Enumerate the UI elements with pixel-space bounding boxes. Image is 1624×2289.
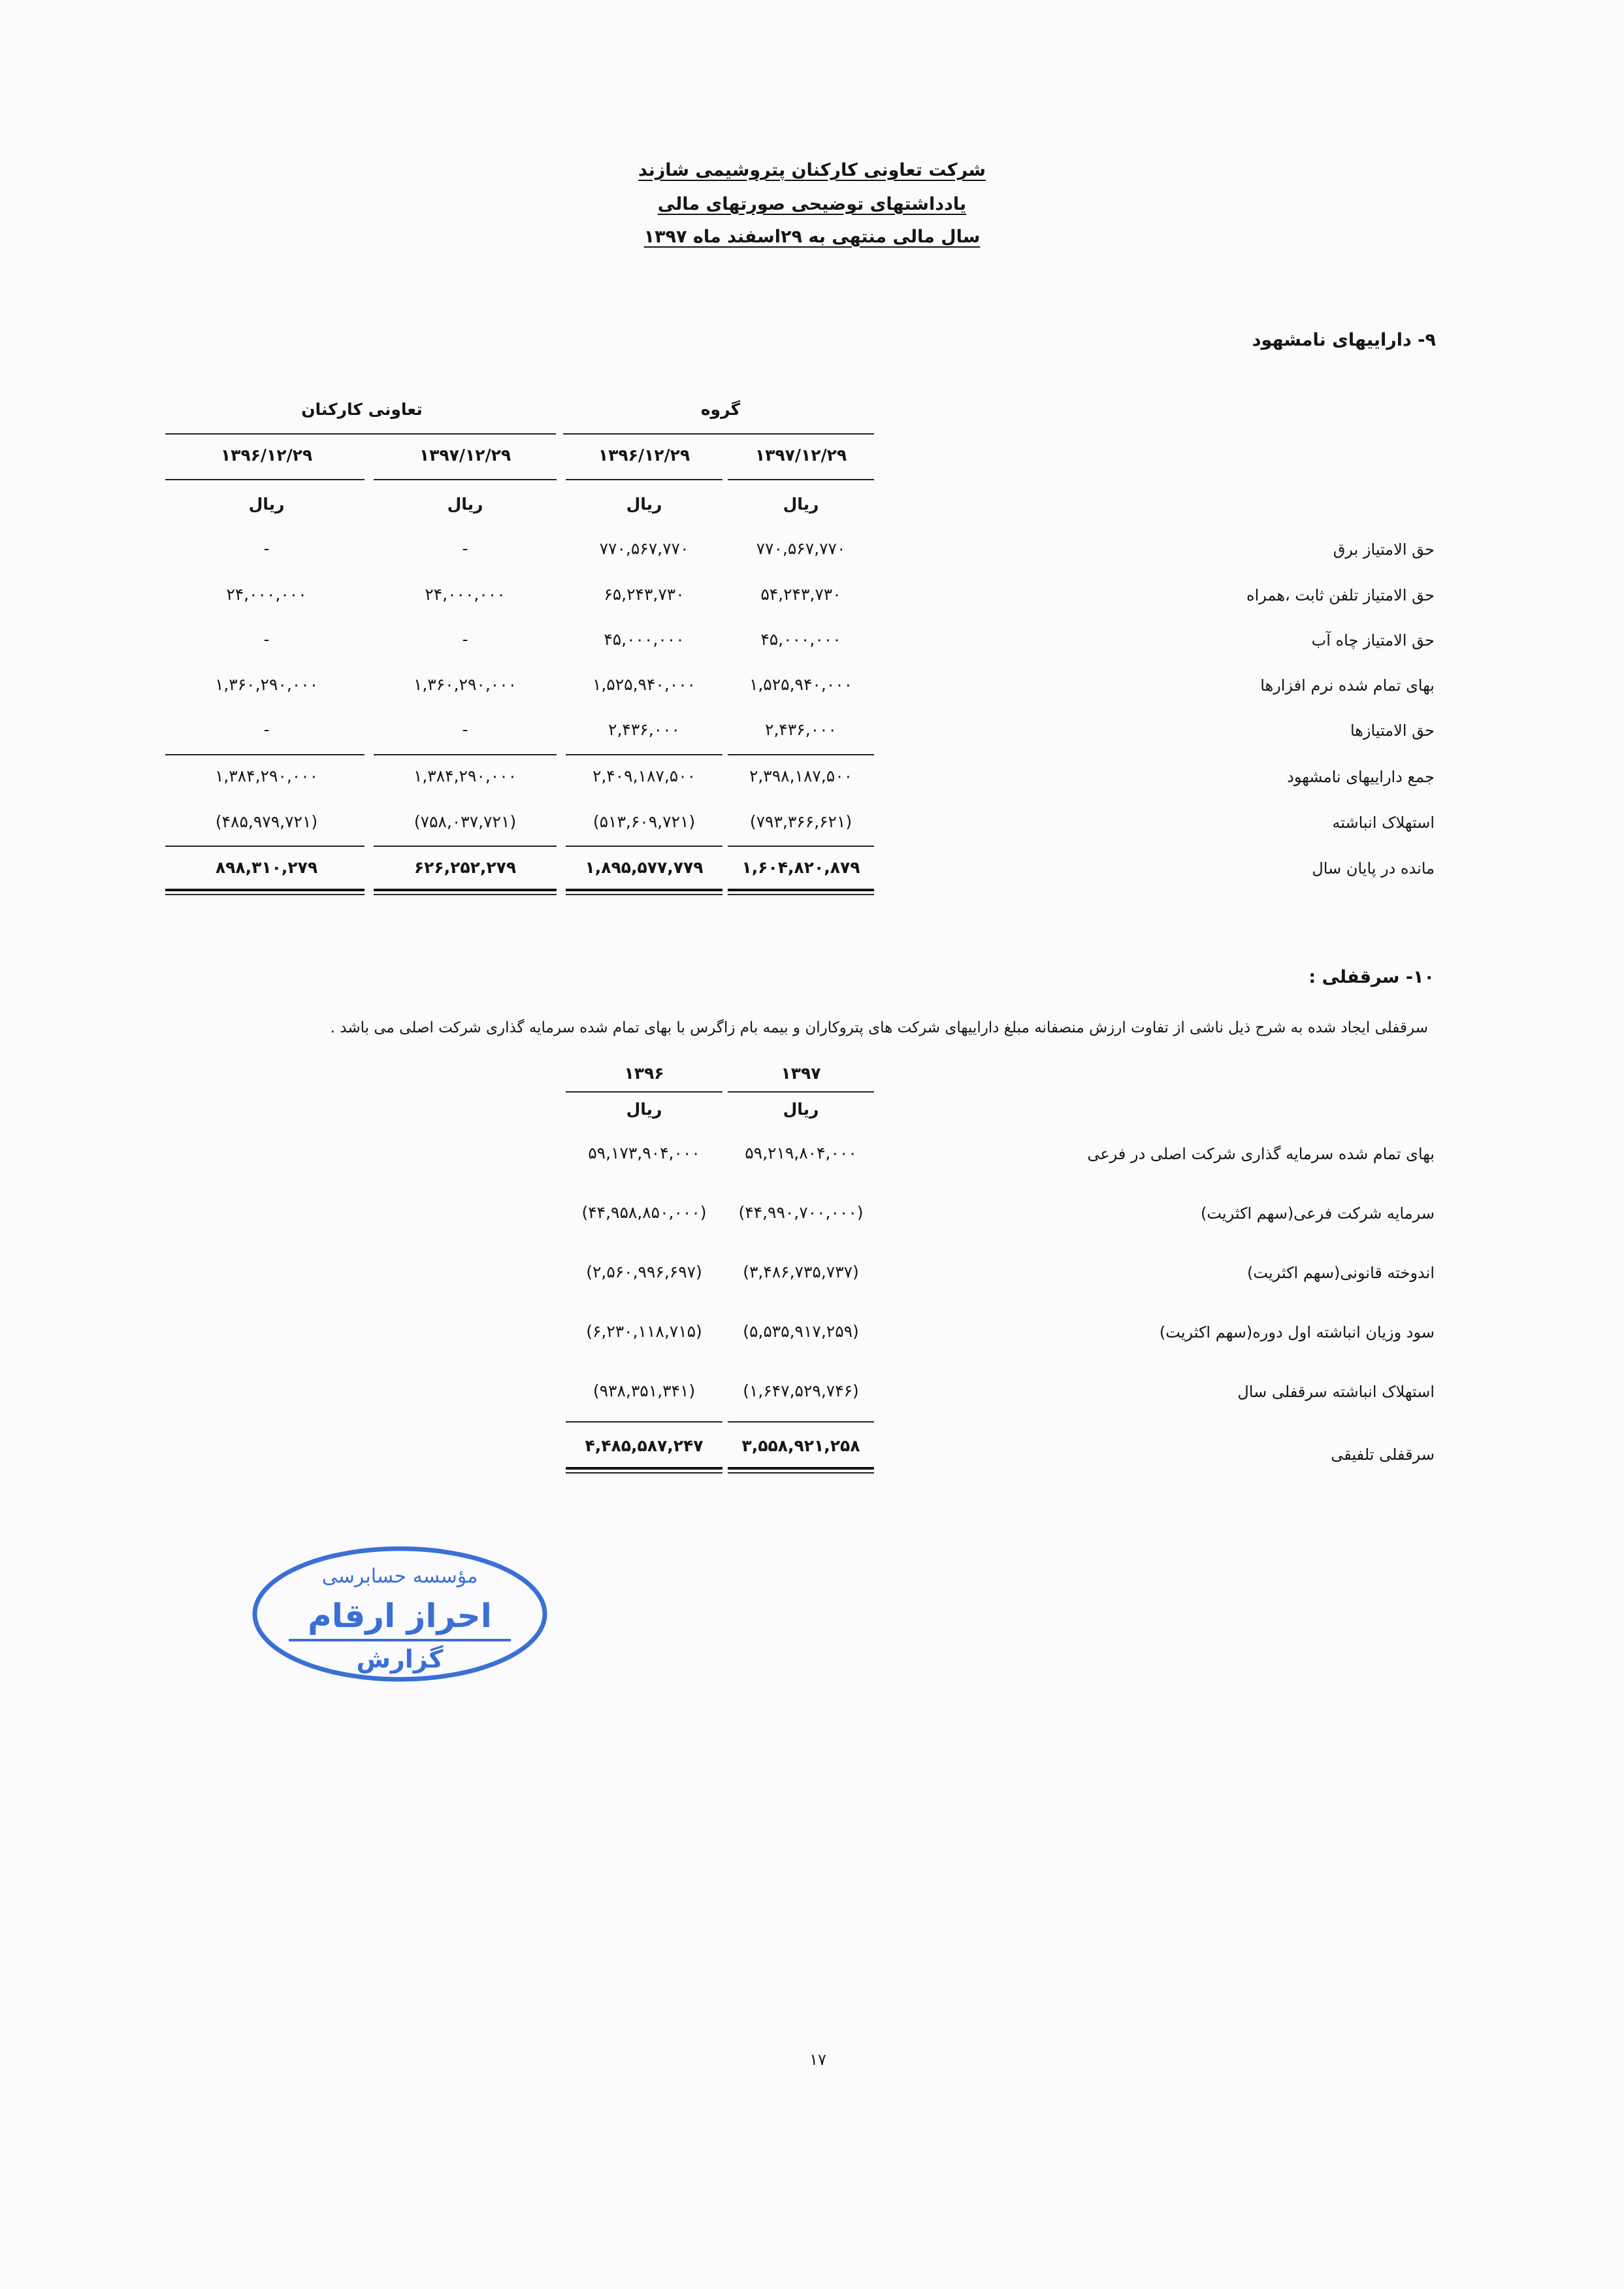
cell-value: ۱,۵۲۵,۹۴۰,۰۰۰ bbox=[592, 675, 696, 694]
subtotal-rule bbox=[374, 754, 557, 755]
row-label: سرقفلی تلفیقی bbox=[1331, 1445, 1435, 1464]
coop-header: تعاونی کارکنان bbox=[301, 400, 423, 419]
cell-value: (۷۹۳,۳۶۶,۶۲۱) bbox=[749, 812, 853, 831]
subtotal-rule bbox=[165, 754, 365, 755]
row-label: حق الامتیاز برق bbox=[1333, 540, 1435, 559]
cell-value: ۱,۳۶۰,۲۹۰,۰۰۰ bbox=[214, 675, 319, 694]
cell-value: - bbox=[263, 630, 270, 649]
cell-value: - bbox=[263, 539, 270, 558]
cell-value: (۵,۵۳۵,۹۱۷,۲۵۹) bbox=[743, 1322, 859, 1341]
section-9-title: ۹- داراییهای نامشهود bbox=[1252, 330, 1436, 350]
group-header: گروه bbox=[700, 400, 741, 419]
date-header: ۱۳۹۷/۱۲/۲۹ bbox=[419, 446, 512, 465]
cell-value: ۲,۴۳۶,۰۰۰ bbox=[765, 720, 837, 739]
subtotal-rule bbox=[566, 1421, 723, 1423]
cell-value: (۶,۲۳۰,۱۱۸,۷۱۵) bbox=[586, 1322, 702, 1341]
cell-value: ۷۷۰,۵۶۷,۷۷۰ bbox=[599, 539, 689, 558]
cell-value: ۱,۳۸۴,۲۹۰,۰۰۰ bbox=[214, 766, 319, 785]
double-rule bbox=[566, 894, 723, 895]
double-rule bbox=[566, 889, 723, 891]
group-header-rule bbox=[563, 433, 874, 435]
stamp-line-2: احراز ارقام bbox=[308, 1597, 492, 1635]
double-rule bbox=[374, 889, 557, 891]
balance-rule-top bbox=[728, 846, 874, 847]
row-label: استهلاک انباشته bbox=[1332, 814, 1435, 832]
row-label: بهای تمام شده سرمایه گذاری شرکت اصلی در فرعی bbox=[1087, 1145, 1435, 1163]
cell-value: ۵۹,۲۱۹,۸۰۴,۰۰۰ bbox=[745, 1144, 857, 1162]
row-label: حق الامتیاز تلفن ثابت ،همراه bbox=[1246, 586, 1435, 604]
cell-value: (۹۳۸,۳۵۱,۳۴۱) bbox=[593, 1381, 696, 1400]
auditor-stamp bbox=[250, 1542, 550, 1686]
double-rule bbox=[374, 894, 557, 895]
cell-value: (۲,۵۶۰,۹۹۶,۶۹۷) bbox=[586, 1262, 702, 1281]
cell-value: ۱,۸۹۵,۵۷۷,۷۷۹ bbox=[585, 858, 704, 877]
cell-value: ۲,۴۳۶,۰۰۰ bbox=[608, 720, 680, 739]
section-10-intro: سرقفلی ایجاد شده به شرح ذیل ناشی از تفاوت ارزش منصفانه مبلغ داراییهای شرکت های پتروکاران و بیمه بام زاگرس با بهای تمام شده سرمایه گذاری شرکت اصلی می باشد . bbox=[330, 1019, 1428, 1036]
balance-rule-top bbox=[566, 846, 723, 847]
stamp-line-1: مؤسسه حسابرسی bbox=[321, 1565, 478, 1588]
cell-value: (۷۵۸,۰۳۷,۷۲۱) bbox=[414, 812, 517, 831]
period-title: سال مالی منتهی به ۲۹اسفند ماه ۱۳۹۷ bbox=[643, 227, 981, 247]
cell-value: (۴۴,۹۵۸,۸۵۰,۰۰۰) bbox=[581, 1203, 707, 1222]
year-rule bbox=[566, 1091, 723, 1093]
company-name: شرکت تعاونی کارکنان پتروشیمی شازند bbox=[638, 160, 986, 180]
row-label: اندوخته قانونی(سهم اکثریت) bbox=[1247, 1264, 1435, 1282]
row-label: حق الامتیاز چاه آب bbox=[1311, 631, 1435, 650]
unit-label: ریال bbox=[626, 495, 662, 514]
double-rule bbox=[566, 1472, 723, 1474]
cell-value: - bbox=[462, 630, 468, 649]
cell-value: (۳,۴۸۶,۷۳۵,۷۳۷) bbox=[743, 1262, 859, 1281]
cell-value: ۴۵,۰۰۰,۰۰۰ bbox=[760, 630, 841, 649]
cell-value: (۱,۶۴۷,۵۲۹,۷۴۶) bbox=[743, 1381, 859, 1400]
date-header: ۱۳۹۶/۱۲/۲۹ bbox=[220, 446, 313, 465]
double-rule bbox=[165, 889, 365, 891]
cell-value: ۵۴,۲۴۳,۷۳۰ bbox=[760, 585, 841, 604]
row-label: سود وزیان انباشته اول دوره(سهم اکثریت) bbox=[1159, 1323, 1435, 1342]
row-label: مانده در پایان سال bbox=[1312, 859, 1435, 878]
year-rule bbox=[728, 1091, 874, 1093]
double-rule bbox=[566, 1467, 723, 1470]
cell-value: ۱,۳۶۰,۲۹۰,۰۰۰ bbox=[413, 675, 517, 694]
subtotal-rule bbox=[728, 1421, 874, 1423]
cell-value: - bbox=[462, 720, 468, 739]
balance-rule-top bbox=[165, 846, 365, 847]
cell-value: ۲۴,۰۰۰,۰۰۰ bbox=[425, 585, 506, 604]
date-rule bbox=[374, 479, 557, 480]
cell-value: ۱,۳۸۴,۲۹۰,۰۰۰ bbox=[413, 766, 517, 785]
cell-value: ۲۴,۰۰۰,۰۰۰ bbox=[226, 585, 307, 604]
unit-label: ریال bbox=[783, 1100, 819, 1119]
notes-title: یادداشتهای توضیحی صورتهای مالی bbox=[657, 194, 967, 214]
balance-rule-top bbox=[374, 846, 557, 847]
cell-value: ۵۹,۱۷۳,۹۰۴,۰۰۰ bbox=[588, 1144, 700, 1162]
row-label: سرمایه شرکت فرعی(سهم اکثریت) bbox=[1200, 1204, 1435, 1223]
cell-value: ۱,۶۰۴,۸۲۰,۸۷۹ bbox=[741, 858, 860, 877]
row-label: حق الامتیازها bbox=[1350, 721, 1435, 740]
cell-value: ۳,۵۵۸,۹۲۱,۲۵۸ bbox=[741, 1436, 860, 1455]
double-rule bbox=[728, 1467, 874, 1470]
cell-value: ۱,۵۲۵,۹۴۰,۰۰۰ bbox=[749, 675, 853, 694]
unit-label: ریال bbox=[248, 495, 285, 514]
year-header: ۱۳۹۶ bbox=[624, 1064, 664, 1083]
row-label: جمع داراییهای نامشهود bbox=[1287, 768, 1435, 786]
cell-value: ۴,۴۸۵,۵۸۷,۲۴۷ bbox=[585, 1436, 704, 1455]
double-rule bbox=[165, 894, 365, 895]
unit-label: ریال bbox=[783, 495, 819, 514]
double-rule bbox=[728, 894, 874, 895]
year-header: ۱۳۹۷ bbox=[781, 1064, 821, 1083]
page-number: ۱۷ bbox=[809, 2050, 826, 2069]
row-label: بهای تمام شده نرم افزارها bbox=[1260, 676, 1435, 695]
cell-value: - bbox=[263, 720, 270, 739]
double-rule bbox=[728, 1472, 874, 1474]
cell-value: - bbox=[462, 539, 468, 558]
date-header: ۱۳۹۶/۱۲/۲۹ bbox=[598, 446, 690, 465]
cell-value: ۲,۳۹۸,۱۸۷,۵۰۰ bbox=[749, 766, 853, 785]
cell-value: ۲,۴۰۹,۱۸۷,۵۰۰ bbox=[592, 766, 696, 785]
stamp-line-3: گزارش bbox=[356, 1645, 444, 1673]
cell-value: (۴۴,۹۹۰,۷۰۰,۰۰۰) bbox=[738, 1203, 864, 1222]
cell-value: (۴۸۵,۹۷۹,۷۲۱) bbox=[215, 812, 318, 831]
section-10-title: ۱۰- سرقفلی : bbox=[1308, 967, 1435, 987]
cell-value: ۶۲۶,۲۵۲,۲۷۹ bbox=[414, 858, 517, 877]
date-rule bbox=[165, 479, 365, 480]
cell-value: ۷۷۰,۵۶۷,۷۷۰ bbox=[756, 539, 846, 558]
unit-label: ریال bbox=[626, 1100, 662, 1119]
date-rule bbox=[728, 479, 874, 480]
cell-value: ۴۵,۰۰۰,۰۰۰ bbox=[604, 630, 685, 649]
unit-label: ریال bbox=[447, 495, 483, 514]
cell-value: ۶۵,۲۴۳,۷۳۰ bbox=[604, 585, 685, 604]
date-rule bbox=[566, 479, 723, 480]
double-rule bbox=[728, 889, 874, 891]
subtotal-rule bbox=[728, 754, 874, 755]
row-label: استهلاک انباشته سرقفلی سال bbox=[1237, 1383, 1435, 1401]
subtotal-rule bbox=[566, 754, 723, 755]
coop-header-rule bbox=[165, 433, 556, 435]
cell-value: (۵۱۳,۶۰۹,۷۲۱) bbox=[593, 812, 696, 831]
cell-value: ۸۹۸,۳۱۰,۲۷۹ bbox=[215, 858, 318, 877]
date-header: ۱۳۹۷/۱۲/۲۹ bbox=[755, 446, 847, 465]
